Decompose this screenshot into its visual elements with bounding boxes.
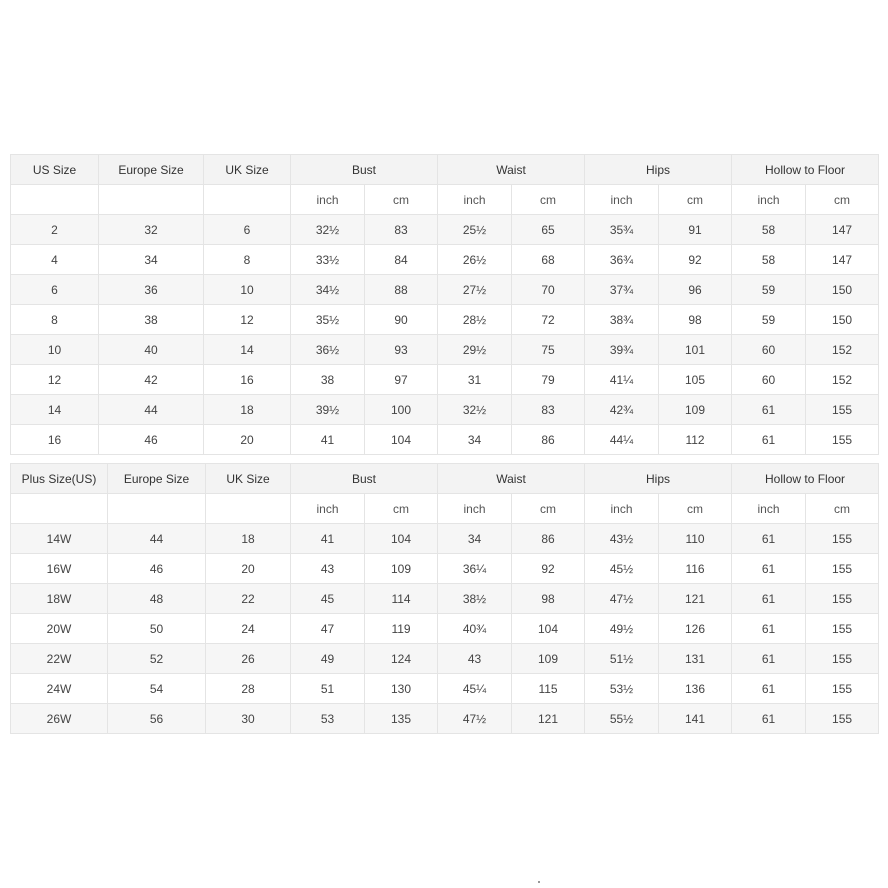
unit-label: cm — [806, 494, 879, 524]
table-cell: 27½ — [438, 275, 512, 305]
table-cell: 46 — [99, 425, 204, 455]
table-cell: 41¼ — [585, 365, 659, 395]
standard-size-chart — [10, 154, 879, 455]
table-row — [11, 614, 879, 644]
unit-label: cm — [365, 494, 438, 524]
column-header: Waist — [438, 464, 585, 494]
table-cell: 86 — [512, 524, 585, 554]
table-cell: 155 — [806, 425, 879, 455]
column-header: Hollow to Floor — [732, 464, 879, 494]
table-cell: 44 — [99, 395, 204, 425]
table-row — [11, 644, 879, 674]
column-header: Hips — [585, 155, 732, 185]
table-cell: 18 — [204, 395, 291, 425]
table-cell: 61 — [732, 704, 806, 734]
table-cell: 104 — [365, 524, 438, 554]
table-cell: 155 — [806, 524, 879, 554]
unit-row — [11, 185, 879, 215]
table-cell: 61 — [732, 524, 806, 554]
table-cell: 37¾ — [585, 275, 659, 305]
table-cell: 116 — [659, 554, 732, 584]
table-cell: 61 — [732, 395, 806, 425]
table-cell: 26½ — [438, 245, 512, 275]
table-cell: 20 — [204, 425, 291, 455]
table-cell: 6 — [204, 215, 291, 245]
plus-size-chart — [10, 463, 879, 734]
table-cell: 155 — [806, 674, 879, 704]
table-cell: 26 — [206, 644, 291, 674]
table-cell: 44 — [108, 524, 206, 554]
table-cell: 150 — [806, 275, 879, 305]
unit-label: cm — [512, 185, 585, 215]
table-cell: 60 — [732, 335, 806, 365]
table-cell: 10 — [11, 335, 99, 365]
table-cell: 98 — [512, 584, 585, 614]
table-row — [11, 245, 879, 275]
table-cell: 32½ — [291, 215, 365, 245]
table-cell: 91 — [659, 215, 732, 245]
table-cell: 49 — [291, 644, 365, 674]
table-cell: 53½ — [585, 674, 659, 704]
table-cell: 97 — [365, 365, 438, 395]
empty-cell — [206, 494, 291, 524]
table-cell: 51 — [291, 674, 365, 704]
table-cell: 36 — [99, 275, 204, 305]
table-cell: 8 — [11, 305, 99, 335]
table-cell: 147 — [806, 245, 879, 275]
table-cell: 36½ — [291, 335, 365, 365]
table-cell: 45¼ — [438, 674, 512, 704]
table-cell: 36¼ — [438, 554, 512, 584]
table-cell: 49½ — [585, 614, 659, 644]
table-cell: 155 — [806, 395, 879, 425]
table-cell: 55½ — [585, 704, 659, 734]
table-cell: 65 — [512, 215, 585, 245]
table-cell: 16W — [11, 554, 108, 584]
table-row — [11, 275, 879, 305]
table-cell: 50 — [108, 614, 206, 644]
table-cell: 45 — [291, 584, 365, 614]
column-header: Europe Size — [108, 464, 206, 494]
empty-cell — [11, 494, 108, 524]
table-cell: 40¾ — [438, 614, 512, 644]
column-header: Bust — [291, 155, 438, 185]
table-cell: 35¾ — [585, 215, 659, 245]
table-cell: 75 — [512, 335, 585, 365]
table-cell: 155 — [806, 584, 879, 614]
table-cell: 47 — [291, 614, 365, 644]
column-header: UK Size — [204, 155, 291, 185]
unit-label: inch — [585, 494, 659, 524]
column-header: Plus Size(US) — [11, 464, 108, 494]
unit-label: cm — [659, 185, 732, 215]
table-cell: 35½ — [291, 305, 365, 335]
table-cell: 47½ — [438, 704, 512, 734]
stray-dot — [538, 881, 540, 883]
table-cell: 14W — [11, 524, 108, 554]
table-cell: 12 — [204, 305, 291, 335]
table-cell: 155 — [806, 644, 879, 674]
table-cell: 115 — [512, 674, 585, 704]
table-cell: 83 — [512, 395, 585, 425]
table-cell: 38¾ — [585, 305, 659, 335]
table-cell: 96 — [659, 275, 732, 305]
table-cell: 59 — [732, 305, 806, 335]
table-row — [11, 554, 879, 584]
table-cell: 47½ — [585, 584, 659, 614]
table-cell: 141 — [659, 704, 732, 734]
table-cell: 38½ — [438, 584, 512, 614]
table-cell: 16 — [11, 425, 99, 455]
table-cell: 12 — [11, 365, 99, 395]
table-cell: 112 — [659, 425, 732, 455]
table-cell: 34 — [438, 524, 512, 554]
unit-label: cm — [512, 494, 585, 524]
unit-label: cm — [806, 185, 879, 215]
table-cell: 40 — [99, 335, 204, 365]
header-row — [11, 464, 879, 494]
table-cell: 43 — [291, 554, 365, 584]
table-cell: 22W — [11, 644, 108, 674]
table-cell: 135 — [365, 704, 438, 734]
table-row — [11, 584, 879, 614]
table-cell: 92 — [659, 245, 732, 275]
unit-label: inch — [732, 494, 806, 524]
table-cell: 98 — [659, 305, 732, 335]
table-cell: 43 — [438, 644, 512, 674]
table-cell: 121 — [512, 704, 585, 734]
table-cell: 20 — [206, 554, 291, 584]
table-cell: 31 — [438, 365, 512, 395]
table-cell: 20W — [11, 614, 108, 644]
table-cell: 56 — [108, 704, 206, 734]
table-cell: 33½ — [291, 245, 365, 275]
table-cell: 24W — [11, 674, 108, 704]
unit-label: inch — [438, 185, 512, 215]
table-cell: 24 — [206, 614, 291, 644]
table-cell: 54 — [108, 674, 206, 704]
table-cell: 32 — [99, 215, 204, 245]
table-cell: 59 — [732, 275, 806, 305]
table-cell: 68 — [512, 245, 585, 275]
table-cell: 28 — [206, 674, 291, 704]
unit-row — [11, 494, 879, 524]
column-header: Europe Size — [99, 155, 204, 185]
table-cell: 61 — [732, 554, 806, 584]
table-cell: 79 — [512, 365, 585, 395]
table-cell: 53 — [291, 704, 365, 734]
table-cell: 155 — [806, 704, 879, 734]
table-cell: 61 — [732, 584, 806, 614]
table-cell: 14 — [204, 335, 291, 365]
table-cell: 29½ — [438, 335, 512, 365]
table-cell: 41 — [291, 524, 365, 554]
table-cell: 58 — [732, 245, 806, 275]
table-cell: 155 — [806, 554, 879, 584]
table-cell: 58 — [732, 215, 806, 245]
empty-cell — [204, 185, 291, 215]
header-row — [11, 155, 879, 185]
table-cell: 109 — [512, 644, 585, 674]
table-cell: 105 — [659, 365, 732, 395]
table-cell: 38 — [99, 305, 204, 335]
unit-label: inch — [438, 494, 512, 524]
table-cell: 72 — [512, 305, 585, 335]
table-row — [11, 335, 879, 365]
column-header: UK Size — [206, 464, 291, 494]
table-cell: 34½ — [291, 275, 365, 305]
table-cell: 147 — [806, 215, 879, 245]
table-row — [11, 704, 879, 734]
table-cell: 88 — [365, 275, 438, 305]
table-cell: 101 — [659, 335, 732, 365]
table-cell: 18 — [206, 524, 291, 554]
table-cell: 2 — [11, 215, 99, 245]
table-cell: 126 — [659, 614, 732, 644]
table-cell: 52 — [108, 644, 206, 674]
table-cell: 45½ — [585, 554, 659, 584]
table-cell: 104 — [512, 614, 585, 644]
unit-label: cm — [659, 494, 732, 524]
table-cell: 34 — [438, 425, 512, 455]
table-row — [11, 524, 879, 554]
table-cell: 39½ — [291, 395, 365, 425]
unit-label: inch — [291, 185, 365, 215]
table-cell: 150 — [806, 305, 879, 335]
table-cell: 25½ — [438, 215, 512, 245]
table-cell: 60 — [732, 365, 806, 395]
table-cell: 114 — [365, 584, 438, 614]
table-cell: 16 — [204, 365, 291, 395]
table-cell: 92 — [512, 554, 585, 584]
table-cell: 22 — [206, 584, 291, 614]
table-cell: 43½ — [585, 524, 659, 554]
unit-label: inch — [585, 185, 659, 215]
table-cell: 38 — [291, 365, 365, 395]
table-cell: 61 — [732, 644, 806, 674]
table-cell: 109 — [365, 554, 438, 584]
table-cell: 32½ — [438, 395, 512, 425]
table-cell: 30 — [206, 704, 291, 734]
table-cell: 100 — [365, 395, 438, 425]
table-row — [11, 395, 879, 425]
table-cell: 8 — [204, 245, 291, 275]
table-row — [11, 425, 879, 455]
empty-cell — [99, 185, 204, 215]
column-header: Hips — [585, 464, 732, 494]
table-cell: 44¼ — [585, 425, 659, 455]
table-cell: 18W — [11, 584, 108, 614]
table-cell: 61 — [732, 674, 806, 704]
empty-cell — [11, 185, 99, 215]
table-row — [11, 305, 879, 335]
table-cell: 83 — [365, 215, 438, 245]
table-cell: 84 — [365, 245, 438, 275]
table-cell: 26W — [11, 704, 108, 734]
table-row — [11, 215, 879, 245]
unit-label: inch — [291, 494, 365, 524]
table-cell: 6 — [11, 275, 99, 305]
column-header: Hollow to Floor — [732, 155, 879, 185]
table-cell: 104 — [365, 425, 438, 455]
table-cell: 110 — [659, 524, 732, 554]
table-cell: 51½ — [585, 644, 659, 674]
table-cell: 119 — [365, 614, 438, 644]
table-cell: 46 — [108, 554, 206, 584]
table-cell: 131 — [659, 644, 732, 674]
table-cell: 152 — [806, 335, 879, 365]
table-cell: 109 — [659, 395, 732, 425]
table-cell: 36¾ — [585, 245, 659, 275]
table-cell: 70 — [512, 275, 585, 305]
table-cell: 42¾ — [585, 395, 659, 425]
table-row — [11, 365, 879, 395]
table-cell: 124 — [365, 644, 438, 674]
table-cell: 42 — [99, 365, 204, 395]
column-header: Waist — [438, 155, 585, 185]
table-cell: 86 — [512, 425, 585, 455]
table-cell: 61 — [732, 425, 806, 455]
table-cell: 4 — [11, 245, 99, 275]
table-cell: 28½ — [438, 305, 512, 335]
table-cell: 34 — [99, 245, 204, 275]
table-cell: 155 — [806, 614, 879, 644]
table-cell: 39¾ — [585, 335, 659, 365]
unit-label: cm — [365, 185, 438, 215]
table-cell: 10 — [204, 275, 291, 305]
column-header: Bust — [291, 464, 438, 494]
column-header: US Size — [11, 155, 99, 185]
empty-cell — [108, 494, 206, 524]
table-cell: 14 — [11, 395, 99, 425]
unit-label: inch — [732, 185, 806, 215]
table-cell: 130 — [365, 674, 438, 704]
table-cell: 152 — [806, 365, 879, 395]
table-cell: 93 — [365, 335, 438, 365]
table-cell: 121 — [659, 584, 732, 614]
table-cell: 41 — [291, 425, 365, 455]
table-cell: 136 — [659, 674, 732, 704]
table-cell: 48 — [108, 584, 206, 614]
table-cell: 61 — [732, 614, 806, 644]
table-row — [11, 674, 879, 704]
table-cell: 90 — [365, 305, 438, 335]
